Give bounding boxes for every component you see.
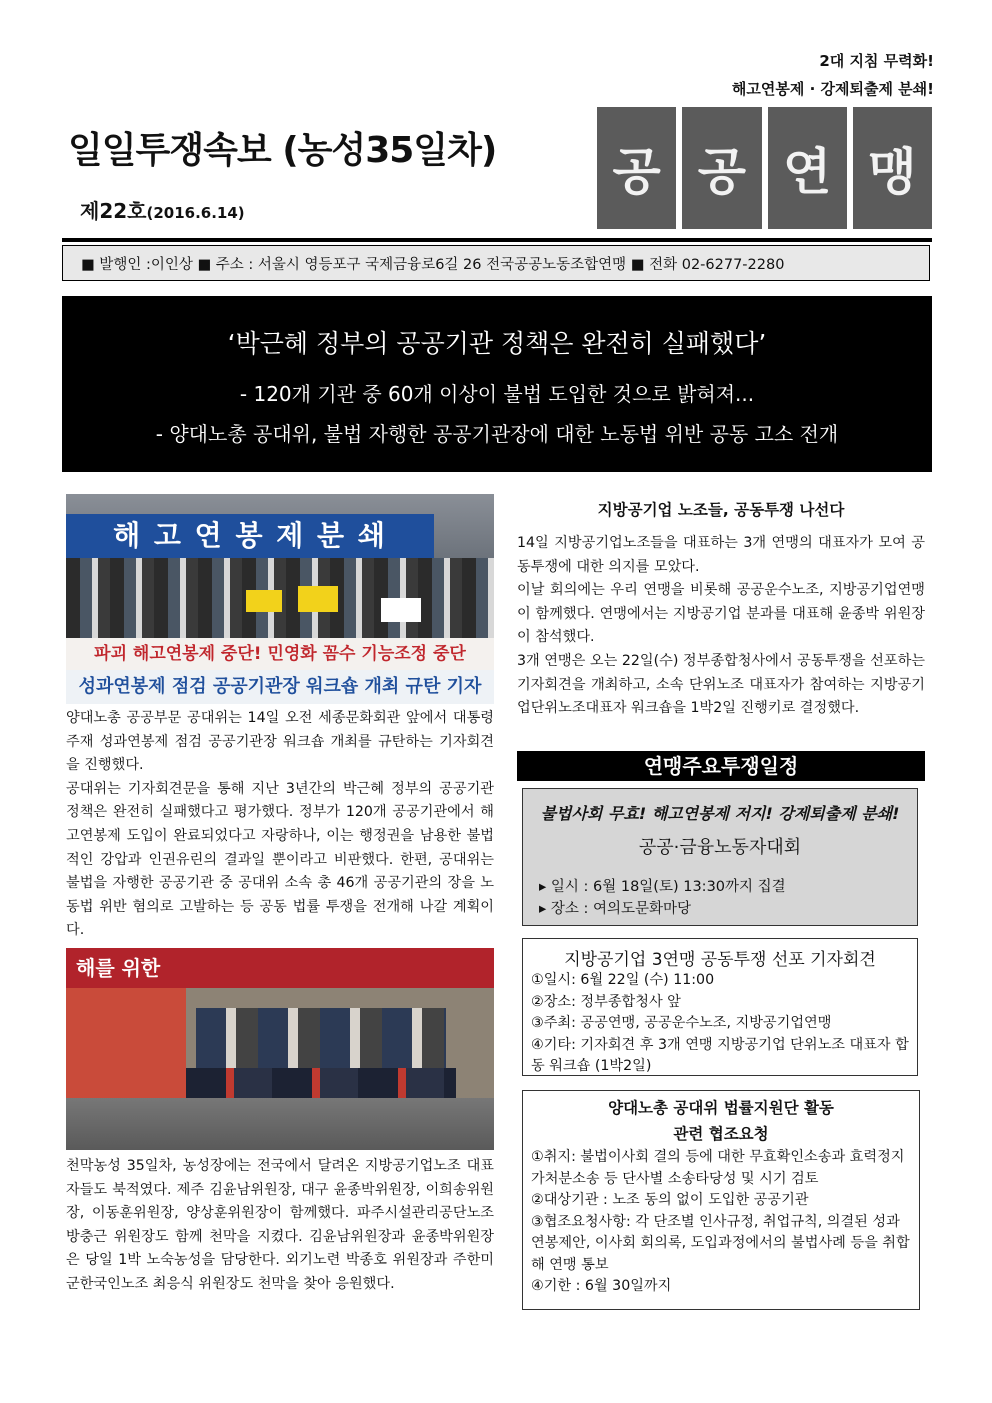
photo-tent-text: 해를 위한 (76, 956, 161, 980)
address: ■ 주소 : 서울시 영등포구 국제금융로6길 26 전국공공노동조합연맹 (197, 256, 627, 273)
photo-sign (298, 586, 338, 612)
legal-item: ③협조요청사항: 각 단조별 인사규정, 취업규칙, 의결된 성과연봉제안, 이사회 회의록, 도입과정에서의 불법사례 등을 취합해 연맹 통보 (531, 1213, 910, 1273)
press-box-title: 지방공기업 3연맹 공동투쟁 선포 기자회견 (564, 950, 876, 970)
article-sit-in: 천막농성 35일차, 농성장에는 전국에서 달려온 지방공기업노조 대표자들도 북적였다. 제주 김윤남위원장, 대구 윤종박위원장, 이희송위원장, 이동훈위원장, 양상훈위원장이 함께했다. 파주시설관리공단노조 방충근 위원장도 함께 천막을 지켰다. 김윤남위원장과 윤종박위원장은 당일 1박 노숙농성을 담당한다. 외기노련 박종호 위원장과 주한미군한국인노조 최응식 위원장도 천막을 찾아 응원했다. (66, 1158, 494, 1292)
logo-char: 맹 (853, 107, 932, 229)
press-item: ①일시: 6월 22일 (수) 11:00 (531, 972, 715, 988)
article-press-conference: 양대노총 공공부문 공대위는 14일 오전 세종문화회관 앞에서 대통령 주재 성과연봉제 점검 공공기관장 워크숍 개최를 규탄하는 기자회견을 진행했다. 공대위는 기자회견문을 통해 지난 3년간의 박근혜 정부의 공공기관 정책은 완전히 실패했다고 평가했다. 정부가 120개 공공기관에서 해고연봉제 도입이 완료되었다고 자랑하나, 이는 행정권을 남용한 불법적인 강압과 인권유린의 결과일 뿐이라고 비판했다. 한편, 공대위는 불법을 자행한 공공기관 중 공대위 소속 총 46개 공공기관의 장을 노동법 위반 혐의로 고발하는 등 공동 법률 투쟁을 전개해 나갈 계획이다. (66, 710, 494, 939)
press-item: ④기타: 기자회견 후 3개 연맹 지방공기업 단위노조 대표자 합동 워크숍 (1박2일) (531, 1036, 909, 1074)
right-article-title: 지방공기업 노조들, 공동투쟁 나선다 (597, 501, 845, 519)
legal-box-title: 양대노총 공대위 법률지원단 활동 (608, 1099, 834, 1117)
issue-number: 제22호 (80, 199, 147, 223)
legal-item: ④기한 : 6월 30일까지 (531, 1278, 672, 1294)
photo-banner-top: 해 고 연 봉 제 분 쇄 (66, 514, 434, 558)
logo-char: 공 (682, 107, 761, 229)
schedule-header: 연맹주요투쟁일정 (517, 751, 925, 781)
logo-char: 공 (597, 107, 676, 229)
issue-line (80, 195, 245, 224)
header-divider (62, 238, 932, 242)
union-logo (597, 107, 932, 229)
press-item: ②장소: 정부종합청사 앞 (531, 993, 681, 1010)
photo-people-back (196, 1008, 446, 1068)
event-rally-box (522, 788, 918, 926)
header-slogan-1: 2대 지침 무력화! (819, 52, 934, 70)
legal-box-subtitle: 관련 협조요청 (673, 1125, 769, 1143)
header-slogan-2: 해고연봉제 · 강제퇴출제 분쇄! (731, 80, 934, 98)
photo-tent-side (66, 988, 186, 1098)
event-when: ▸ 일시 : 6월 18일(토) 13:30까지 집결 (539, 879, 786, 895)
press-item: ③주최: 공공연맹, 공공운수노조, 지방공기업연맹 (531, 1015, 832, 1031)
publisher: ■ 발행인 :이인상 (81, 256, 193, 273)
photo-banner-mid: 파괴 해고연봉제 중단! 민영화 꼼수 기능조정 중단 (66, 638, 494, 670)
legal-support-box (522, 1090, 920, 1310)
event-name: 공공·금융노동자대회 (638, 837, 802, 858)
logo-char: 연 (768, 107, 847, 229)
phone: ■ 전화 02-6277-2280 (630, 256, 785, 273)
event-where: ▸ 장소 : 여의도문화마당 (539, 901, 692, 917)
legal-item: ①취지: 불법이사회 결의 등에 대한 무효확인소송과 효력정지가처분소송 등 단사별 소송타당성 및 시기 검토 (531, 1149, 905, 1187)
headline-title: ‘박근혜 정부의 공공기관 정책은 완전히 실패했다’ (227, 329, 767, 358)
headline-subtitle-2: - 양대노총 공대위, 불법 자행한 공공기관장에 대한 노동법 위반 공동 고소 전개 (155, 422, 839, 446)
protest-photo (66, 494, 494, 704)
bulletin-title: 일일투쟁속보 (농성35일차) (68, 130, 497, 171)
photo-sign (246, 590, 282, 612)
event-slogan: 불법사회 무효! 해고연봉제 저지! 강제퇴출제 분쇄! (540, 804, 900, 823)
press-conference-box (522, 938, 918, 1076)
headline-subtitle-1: - 120개 기관 중 60개 이상이 불법 도입한 것으로 밝혀져... (239, 382, 755, 406)
publisher-info-bar (62, 245, 930, 281)
photo-banner-bottom: 성과연봉제 점검 공공기관장 워크숍 개최 규탄 기자 (66, 670, 494, 704)
legal-item: ②대상기관 : 노조 동의 없이 도입한 공공기관 (531, 1192, 809, 1208)
headline-box (62, 296, 932, 472)
photo-floor (66, 1098, 494, 1150)
right-article-body: 14일 지방공기업노조들을 대표하는 3개 연맹의 대표자가 모여 공동투쟁에 대한 의지를 모았다. 이날 회의에는 우리 연맹을 비롯해 공공운수노조, 지방공기업연맹이 함께했다. 연맹에서는 지방공기업 분과를 대표해 윤종박 위원장이 참석했다. 3개 연맹은 오는 22일(수) 정부종합청사에서 공동투쟁을 선포하는 기자회견을 개최하고, 소속 단위노조 대표자가 참여하는 지방공기업단위노조대표자 워크숍을 1박2일 진행키로 결정했다. (517, 535, 925, 717)
issue-date: (2016.6.14) (146, 204, 245, 222)
photo-sign (381, 598, 421, 622)
sit-in-photo (66, 948, 494, 1150)
